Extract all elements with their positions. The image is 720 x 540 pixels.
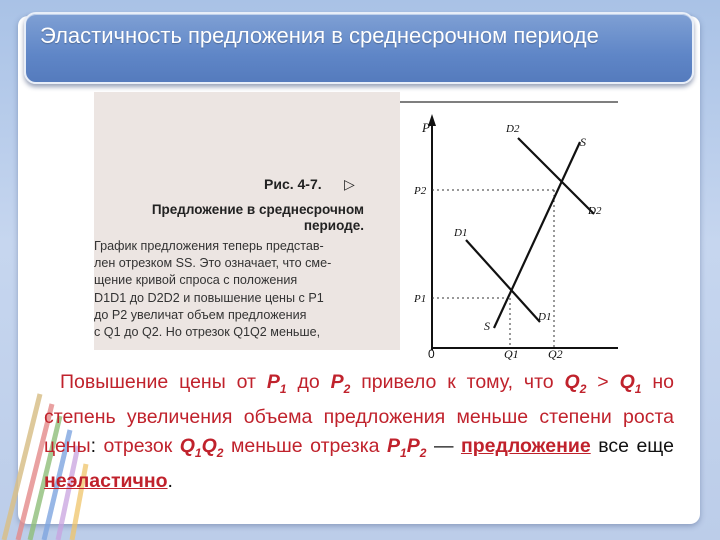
var-p2: $P_2$ [330,371,351,396]
title-banner [24,12,694,84]
d2-top-label: D2 [506,123,520,135]
text-segment: до [286,371,331,393]
var-q2: $Q_2$ [564,371,587,396]
text-segment: Повышение цены от [60,371,267,393]
triangle-marker-icon: ▷ [344,176,355,192]
var-p1: $P_1$ [266,371,287,396]
explanation-paragraph [44,368,674,496]
demand-curve-d2 [518,138,594,214]
text-segment: привело к тому, что [350,371,565,393]
text-segment: > [586,371,620,393]
var-q1: $Q_1$ [619,371,642,396]
origin-label: 0 [428,347,435,361]
text-segment: все еще [590,434,674,457]
figure-body-line: График предложения теперь представ- [94,239,324,253]
p2-label: P2 [414,185,427,197]
graph-svg [394,100,618,361]
figure-title-line: периоде. [303,218,364,233]
text-segment: отрезок [96,434,180,457]
q2-label: Q2 [548,347,563,361]
s-top-label: S [580,135,586,149]
d2-bottom-label: D2 [588,205,602,217]
dash: — [426,434,461,457]
figure-body-line: D1D1 до D2D2 и повышение цены с P1 [94,290,324,305]
term-inelastic: неэластично [44,470,168,493]
var-p1p2: $P_1P_2$ [387,434,427,460]
p1-label: P1 [414,293,427,305]
slide-title: Эластичность предложения в среднесрочном периоде [40,23,599,48]
figure-caption: Рис. 4-7. [264,176,322,192]
period: . [167,470,173,493]
figure-body-line: лен отрезком SS. Это означает, что сме- [94,256,332,271]
colon: : [90,434,97,457]
figure-title [104,202,364,234]
scan-text-column [94,92,400,350]
p-axis-label: P [422,120,430,135]
figure-body-line: до P2 увеличат объем предложения [94,307,307,322]
figure-title-line: Предложение в среднесрочном [151,202,364,217]
figure-description [94,238,369,341]
figure-body-line: щение кривой спроса с положения [94,273,298,288]
d1-top-label: D1 [454,227,468,239]
var-q1q2: $Q_1Q_2$ [179,434,224,460]
supply-curve-ss [494,142,580,328]
term-supply: предложение [460,434,591,457]
text-segment: но степень увеличения объема предложения меньше степени роста цены [44,371,674,457]
d1-bottom-label: D1 [538,311,552,323]
text-segment: меньше отрезка [223,434,388,457]
s-bottom-label: S [484,319,490,333]
q1-label: Q1 [504,347,519,361]
supply-demand-graph [394,100,618,361]
figure-body-line: с Q1 до Q2. Но отрезок Q1Q2 меньше, [94,325,321,340]
